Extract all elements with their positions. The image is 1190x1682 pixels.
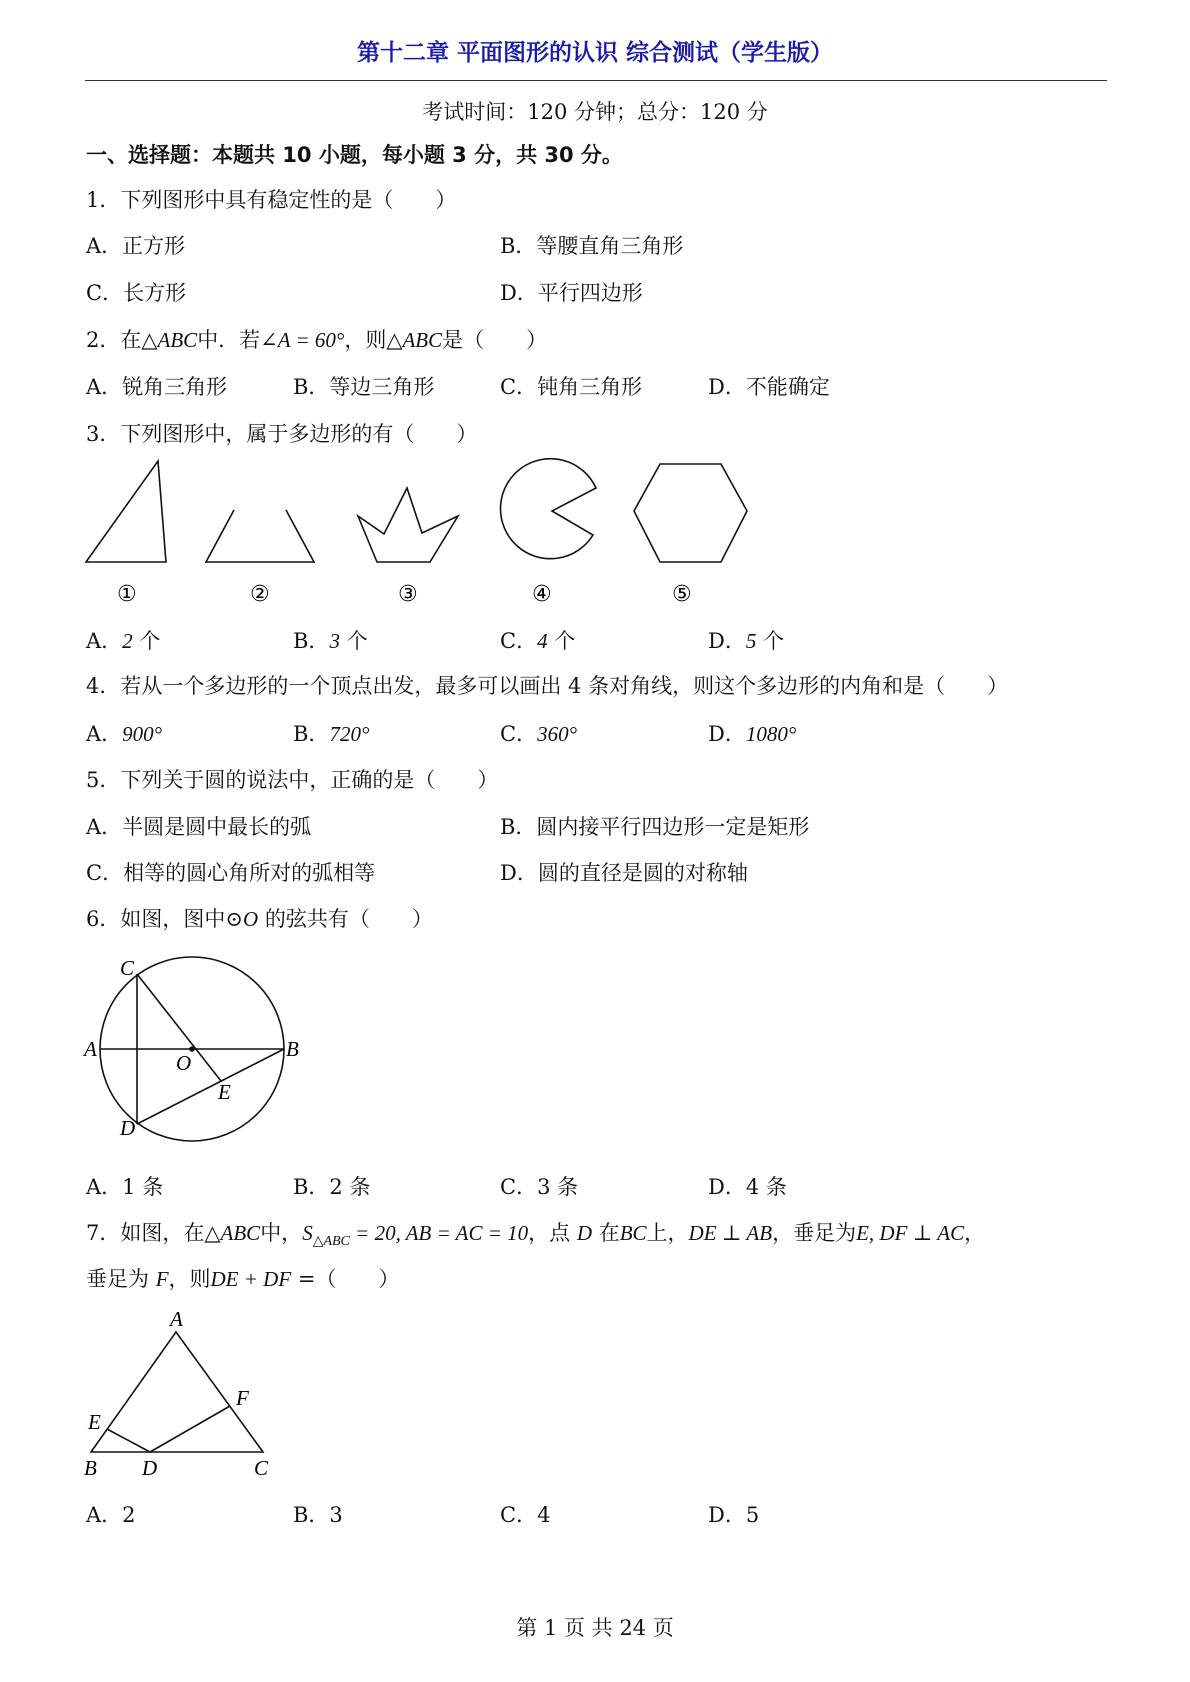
- q7-option-d[interactable]: D．5: [708, 1503, 760, 1527]
- label-c: C: [120, 956, 135, 980]
- label-c: C: [254, 1456, 269, 1480]
- q2-option-d[interactable]: D．不能确定: [708, 375, 830, 399]
- title-divider: [85, 80, 1107, 81]
- q2-option-a[interactable]: A．锐角三角形: [86, 375, 228, 399]
- segment-de: [107, 1429, 150, 1452]
- fig-label-3: ③: [398, 582, 418, 607]
- fig4-sector: [500, 459, 596, 559]
- q3-option-a[interactable]: A．2 个: [86, 629, 161, 653]
- question-2-stem: 2．在△ABC中．若∠A = 60°，则△ABC是（ ）: [86, 328, 548, 352]
- fig5-hexagon: [634, 464, 747, 562]
- page-number: 第 1 页 共 24 页: [516, 1616, 674, 1640]
- chord-db: [137, 1049, 284, 1124]
- label-a: A: [170, 1307, 183, 1331]
- label-d: D: [142, 1456, 158, 1480]
- question-4-stem: 4．若从一个多边形的一个顶点出发，最多可以画出 4 条对角线，则这个多边形的内角和是（ ）: [86, 674, 1009, 698]
- q1-option-d[interactable]: D．平行四边形: [500, 281, 643, 305]
- section-heading: 一、选择题：本题共 10 小题，每小题 3 分，共 30 分。: [86, 143, 623, 167]
- label-f: F: [236, 1386, 249, 1410]
- fig-label-4: ④: [532, 582, 552, 607]
- fig-label-1: ①: [117, 582, 137, 607]
- q3-option-c[interactable]: C．4 个: [500, 629, 576, 653]
- q7-option-c[interactable]: C．4: [500, 1503, 551, 1527]
- q6-circle-figure: [70, 945, 330, 1145]
- q7-triangle-figure: [70, 1305, 310, 1490]
- q1-option-c[interactable]: C．长方形: [86, 281, 187, 305]
- q3-option-d[interactable]: D．5 个: [708, 629, 785, 653]
- question-3-stem: 3．下列图形中，属于多边形的有（ ）: [86, 422, 478, 446]
- question-1-stem: 1．下列图形中具有稳定性的是（ ）: [86, 188, 457, 212]
- label-d: D: [120, 1116, 136, 1140]
- label-b: B: [84, 1456, 97, 1480]
- q7-option-b[interactable]: B．3: [293, 1503, 343, 1527]
- question-7-stem-line1: 7．如图，在△ABC中，$S_{\triangle ABC} = 20$, AB = AC = 10，点 D 在BC上，DE ⊥ AB，垂足为E, DF ⊥ AC，: [86, 1221, 986, 1250]
- page-title: 第十二章 平面图形的认识 综合测试（学生版）: [356, 40, 833, 66]
- q5-option-a[interactable]: A．半圆是圆中最长的弧: [86, 815, 312, 839]
- label-e: E: [218, 1080, 231, 1104]
- fig-label-2: ②: [250, 582, 270, 607]
- q2-option-b[interactable]: B．等边三角形: [293, 375, 435, 399]
- fig2-open-shape: [206, 510, 314, 562]
- q6-option-c[interactable]: C．3 条: [500, 1175, 579, 1199]
- segment-df: [150, 1406, 230, 1452]
- q3-figures: [0, 455, 800, 615]
- q5-option-d[interactable]: D．圆的直径是圆的对称轴: [500, 861, 748, 885]
- label-e: E: [88, 1410, 101, 1434]
- q5-option-b[interactable]: B．圆内接平行四边形一定是矩形: [500, 815, 810, 839]
- fig-label-5: ⑤: [672, 582, 692, 607]
- label-o: O: [176, 1051, 192, 1075]
- q6-option-a[interactable]: A．1 条: [86, 1175, 164, 1199]
- q4-option-a[interactable]: A．900°: [86, 722, 163, 746]
- q2-option-c[interactable]: C．钝角三角形: [500, 375, 643, 399]
- q4-option-b[interactable]: B．720°: [293, 722, 370, 746]
- label-b: B: [286, 1037, 299, 1061]
- fig1-triangle: [86, 461, 166, 562]
- q5-option-c[interactable]: C．相等的圆心角所对的弧相等: [86, 861, 376, 885]
- question-7-stem-line2: 垂足为 F，则DE + DF =（ ）: [86, 1267, 400, 1291]
- label-a: A: [84, 1037, 97, 1061]
- q1-option-a[interactable]: A．正方形: [86, 234, 186, 258]
- q4-option-d[interactable]: D．1080°: [708, 722, 797, 746]
- fig3-crown: [358, 488, 458, 562]
- q3-option-b[interactable]: B．3 个: [293, 629, 368, 653]
- q1-option-b[interactable]: B．等腰直角三角形: [500, 234, 684, 258]
- q6-option-d[interactable]: D．4 条: [708, 1175, 787, 1199]
- q4-option-c[interactable]: C．360°: [500, 722, 577, 746]
- q7-option-a[interactable]: A．2: [86, 1503, 136, 1527]
- q6-option-b[interactable]: B．2 条: [293, 1175, 371, 1199]
- exam-info: 考试时间：120 分钟；总分：120 分: [422, 100, 768, 124]
- question-6-stem: 6．如图，图中⊙O 的弦共有（ ）: [86, 907, 433, 931]
- question-5-stem: 5．下列关于圆的说法中，正确的是（ ）: [86, 768, 499, 792]
